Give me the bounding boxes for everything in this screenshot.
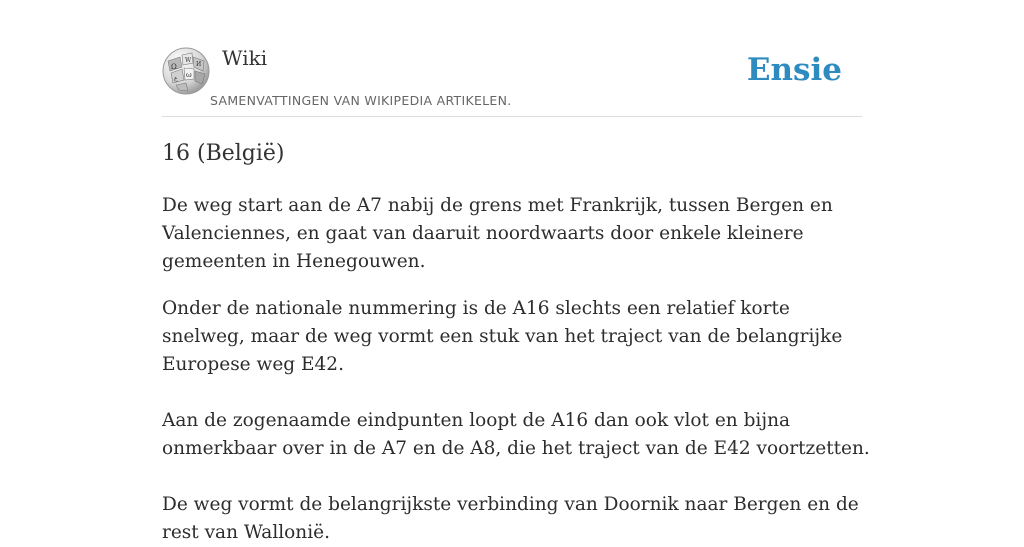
svg-text:И: И [196,61,202,68]
svg-text:ω: ω [186,71,192,79]
article-paragraph: De weg start aan de A7 nabij de grens met Frankrijk, tussen Bergen en Valenciennes, en gaat van daaruit noordwaarts door enkele kleinere gemeenten in Henegouwen. [162,195,833,272]
site-tagline: SAMENVATTINGEN VAN WIKIPEDIA ARTIKELEN. [210,93,512,108]
site-header [162,40,862,117]
wikipedia-globe-icon[interactable] [162,47,210,95]
svg-text:ع: ع [174,75,178,82]
site-name[interactable]: Wiki [222,46,268,70]
svg-text:Ω: Ω [171,63,177,71]
article-paragraph: Aan de zogenaamde eindpunten loopt de A16 dan ook vlot en bijna onmerkbaar over in de A7 en de A8, die het traject van de E42 voortzetten. [162,410,870,459]
article-paragraph: Onder de nationale nummering is de A16 slechts een relatief korte snelweg, maar de weg vormt een stuk van het traject van de belangrijke Europese weg E42. [162,298,843,375]
article-paragraph: De weg vormt de belangrijkste verbinding van Doornik naar Bergen en de rest van Wallonië. [162,494,859,543]
brand-logo[interactable]: Ensie [746,52,842,88]
article-content [162,138,870,547]
article-title: 16 (België) [162,141,285,166]
svg-text:W: W [185,57,192,64]
